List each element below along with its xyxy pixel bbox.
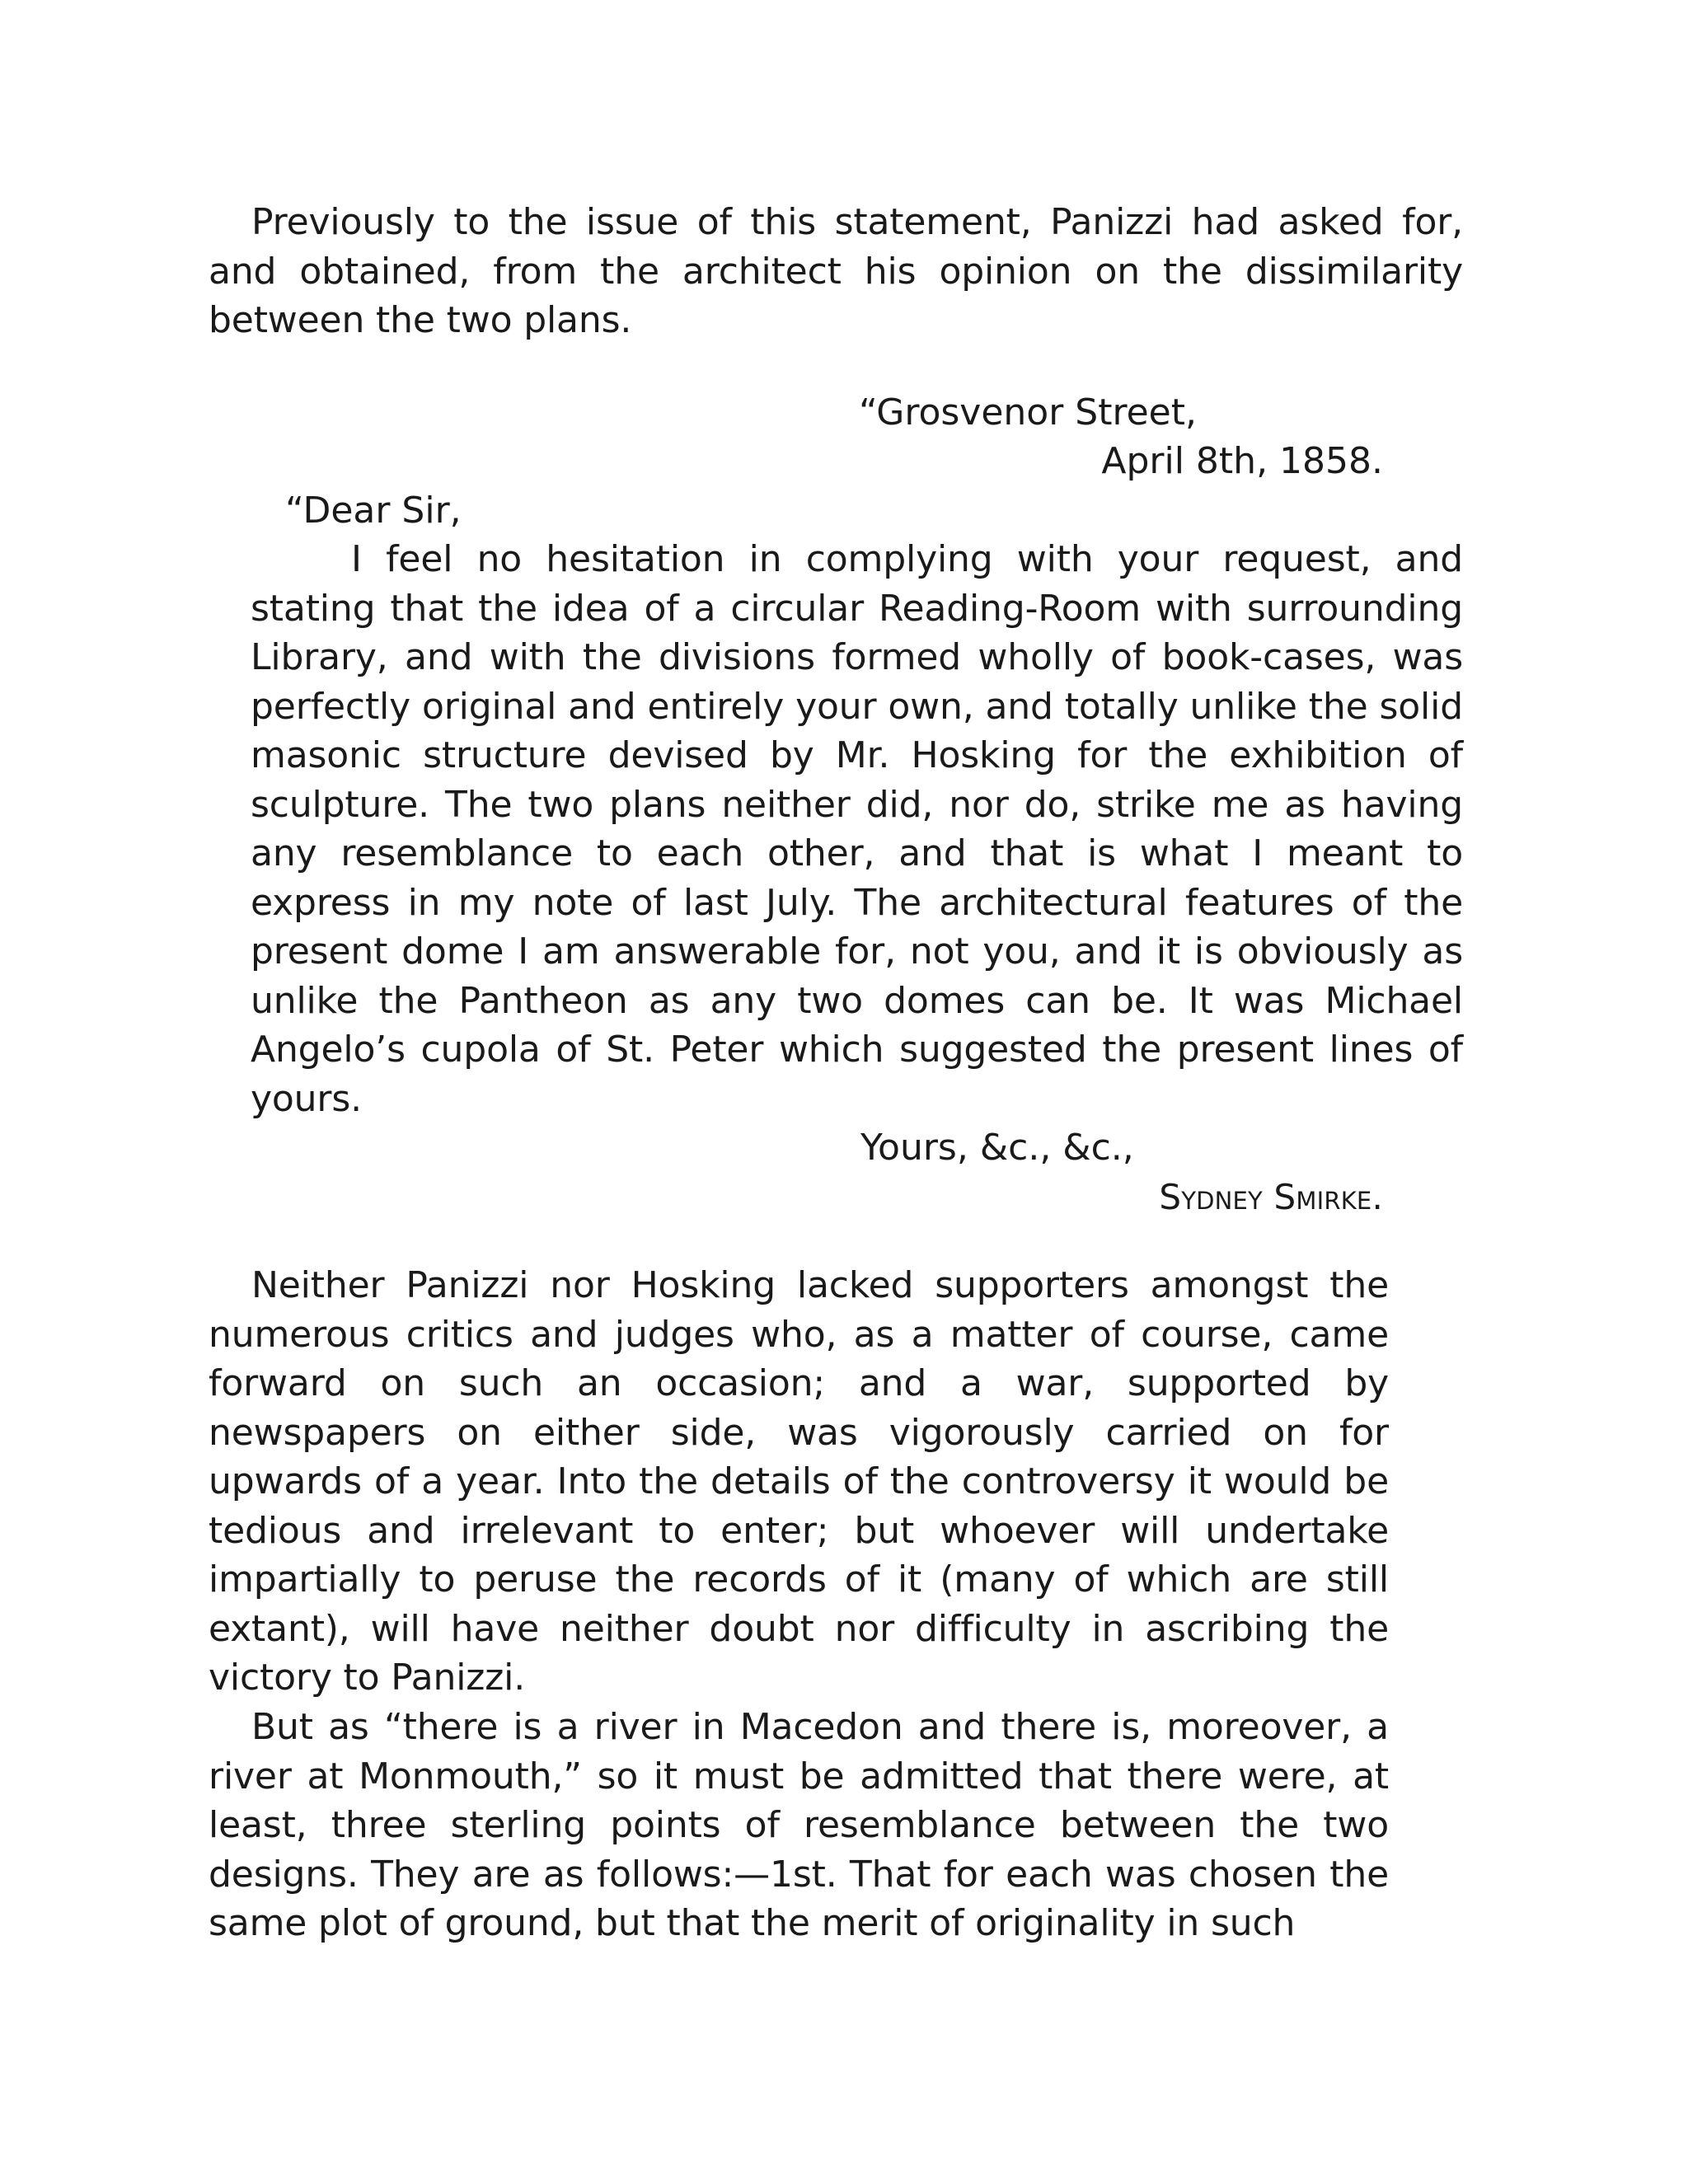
letter-address: “Grosvenor Street,: [859, 391, 1197, 434]
resemblance-paragraph: But as “there is a river in Macedon and there is, moreover, a river at Monmouth,” so it must be admitted that there were, at least, three sterling points of resemblance between the two designs. They are as follows:—1st. That for each was chosen the same plot of ground, but that the merit of originality in such: [209, 1706, 1389, 1944]
intro-paragraph: Previously to the issue of this statement, Panizzi had asked for, and obtained, from the architect his opinion on the dissimilarity between the two plans.: [209, 201, 1463, 341]
letter-closing: Yours, &c., &c.,: [860, 1127, 1134, 1169]
controversy-paragraph: Neither Panizzi nor Hosking lacked supporters amongst the numerous critics and judges who, as a matter of course, came forward on such an occasion; and a war, supported by newspapers on either side, was vigorously carried on for upwards of a year. Into the details of the controversy it would be tedious and irrelevant to enter; but whoever will undertake impartially to peruse the records of it (many of which are still extant), will have neither doubt nor difficulty in ascribing the victory to Panizzi.: [209, 1264, 1389, 1699]
letter-date: April 8th, 1858.: [1101, 440, 1383, 482]
letter-signature: Sydney Smirke.: [1159, 1177, 1383, 1217]
letter-salutation: “Dear Sir,: [285, 490, 462, 532]
letter-body: I feel no hesitation in complying with your request, and stating that the idea of a circular Reading-Room with surrounding Library, and with the divisions formed wholly of book-cases, was perfectly original and entirely your own, and totally unlike the solid masonic structure devised by Mr. Hosking for the exhibition of sculpture. The two plans neither did, nor do, strike me as having any resemblance to each other, and that is what I meant to express in my note of last July. The architectural features of the present dome I am answerable for, not you, and it is obviously as unlike the Pantheon as any two domes can be. It was Michael Angelo’s cupola of St. Peter which suggested the present lines of yours.: [251, 538, 1463, 1120]
